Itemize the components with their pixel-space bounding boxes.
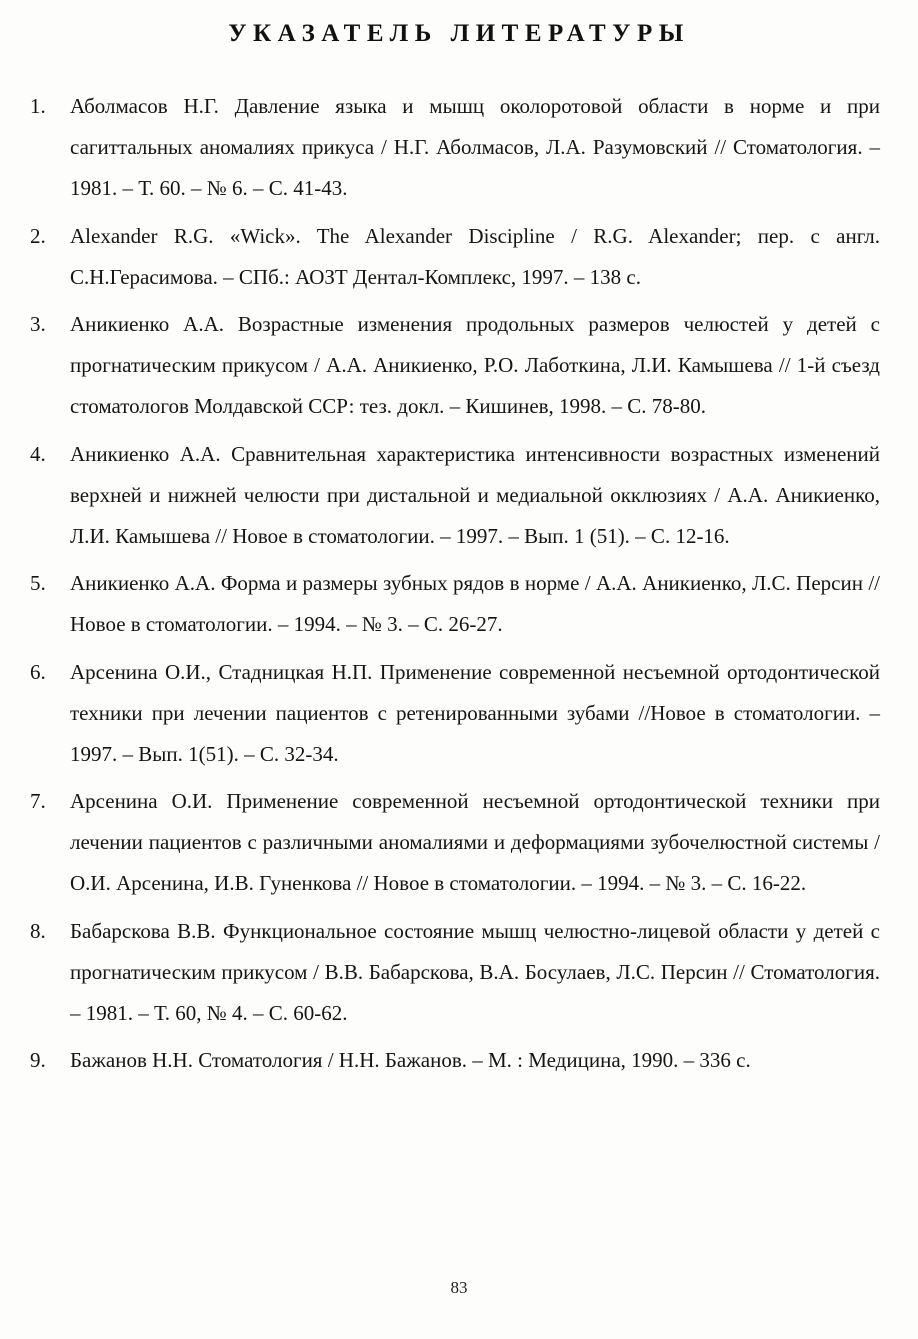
- reference-text: Арсенина О.И. Применение современной несъемной ортодонтической техники при лечении пациентов с различными аномалиями и деформациями зубочелюстной системы / О.И. Арсенина, И.В. Гуненкова // Новое в стоматологии. – 1994. – № 3. – С. 16-22.: [70, 789, 880, 895]
- reference-item-4: [30, 434, 880, 557]
- reference-text: Бажанов Н.Н. Стоматология / Н.Н. Бажанов. – М. : Медицина, 1990. – 336 с.: [70, 1048, 751, 1072]
- reference-item-8: [30, 911, 880, 1034]
- reference-number: 6.: [30, 659, 46, 684]
- reference-item-6: [30, 652, 880, 775]
- reference-text: Аникиенко А.А. Форма и размеры зубных рядов в норме / А.А. Аникиенко, Л.С. Персин // Новое в стоматологии. – 1994. – № 3. – С. 26-27.: [70, 571, 880, 636]
- reference-number: 5.: [30, 571, 46, 595]
- reference-list: [30, 86, 880, 1088]
- reference-number: 3.: [30, 312, 46, 336]
- reference-item-2: [30, 216, 880, 298]
- reference-number: 7.: [30, 789, 46, 813]
- reference-text: Аникиенко А.А. Сравнительная характеристика интенсивности возрастных изменений верхней и нижней челюсти при дистальной и медиальной окклюзиях / А.А. Аникиенко, Л.И. Камышева // Новое в стоматологии. – 1997. – Вып. 1 (51). – С. 12-16.: [70, 441, 880, 548]
- reference-item-5: [30, 563, 880, 645]
- reference-item-1: [30, 86, 880, 209]
- reference-text: Бабарскова В.В. Функциональное состояние мышц челюстно-лицевой области у детей с прогнатическим прикусом / В.В. Бабарскова, В.А. Босулаев, Л.С. Персин // Стоматология. – 1981. – Т. 60, № 4. – С. 60-62.: [70, 918, 880, 1025]
- reference-number: 8.: [30, 918, 46, 943]
- reference-item-3: [30, 304, 880, 427]
- reference-number: 1.: [30, 94, 46, 118]
- page-number: 83: [450, 1278, 468, 1297]
- reference-number: 2.: [30, 223, 46, 248]
- reference-item-7: [30, 781, 880, 904]
- page-title: УКАЗАТЕЛЬ ЛИТЕРАТУРЫ: [228, 20, 690, 47]
- reference-item-9: [30, 1040, 880, 1081]
- reference-text: Аболмасов Н.Г. Давление языка и мышц околоротовой области в норме и при сагиттальных аномалиях прикуса / Н.Г. Аболмасов, Л.А. Разумовский // Стоматология. – 1981. – Т. 60. – № 6. – С. 41-43.: [70, 94, 880, 200]
- reference-number: 4.: [30, 441, 46, 466]
- reference-text: Аникиенко А.А. Возрастные изменения продольных размеров челюстей у детей с прогнатическим прикусом / А.А. Аникиенко, Р.О. Лаботкина, Л.И. Камышева // 1-й съезд стоматологов Молдавской ССР: тез. докл. – Кишинев, 1998. – С. 78-80.: [70, 312, 880, 418]
- reference-number: 9.: [30, 1048, 46, 1072]
- reference-text: Арсенина О.И., Стадницкая Н.П. Применение современной несъемной ортодонтической техники при лечении пациентов с ретенированными зубами //Новое в стоматологии. – 1997. – Вып. 1(51). – С. 32-34.: [70, 659, 880, 766]
- reference-text: Alexander R.G. «Wick». The Alexander Discipline / R.G. Alexander; пер. с англ. С.Н.Герасимова. – СПб.: АОЗТ Дентал-Комплекс, 1997. – 138 с.: [70, 223, 880, 289]
